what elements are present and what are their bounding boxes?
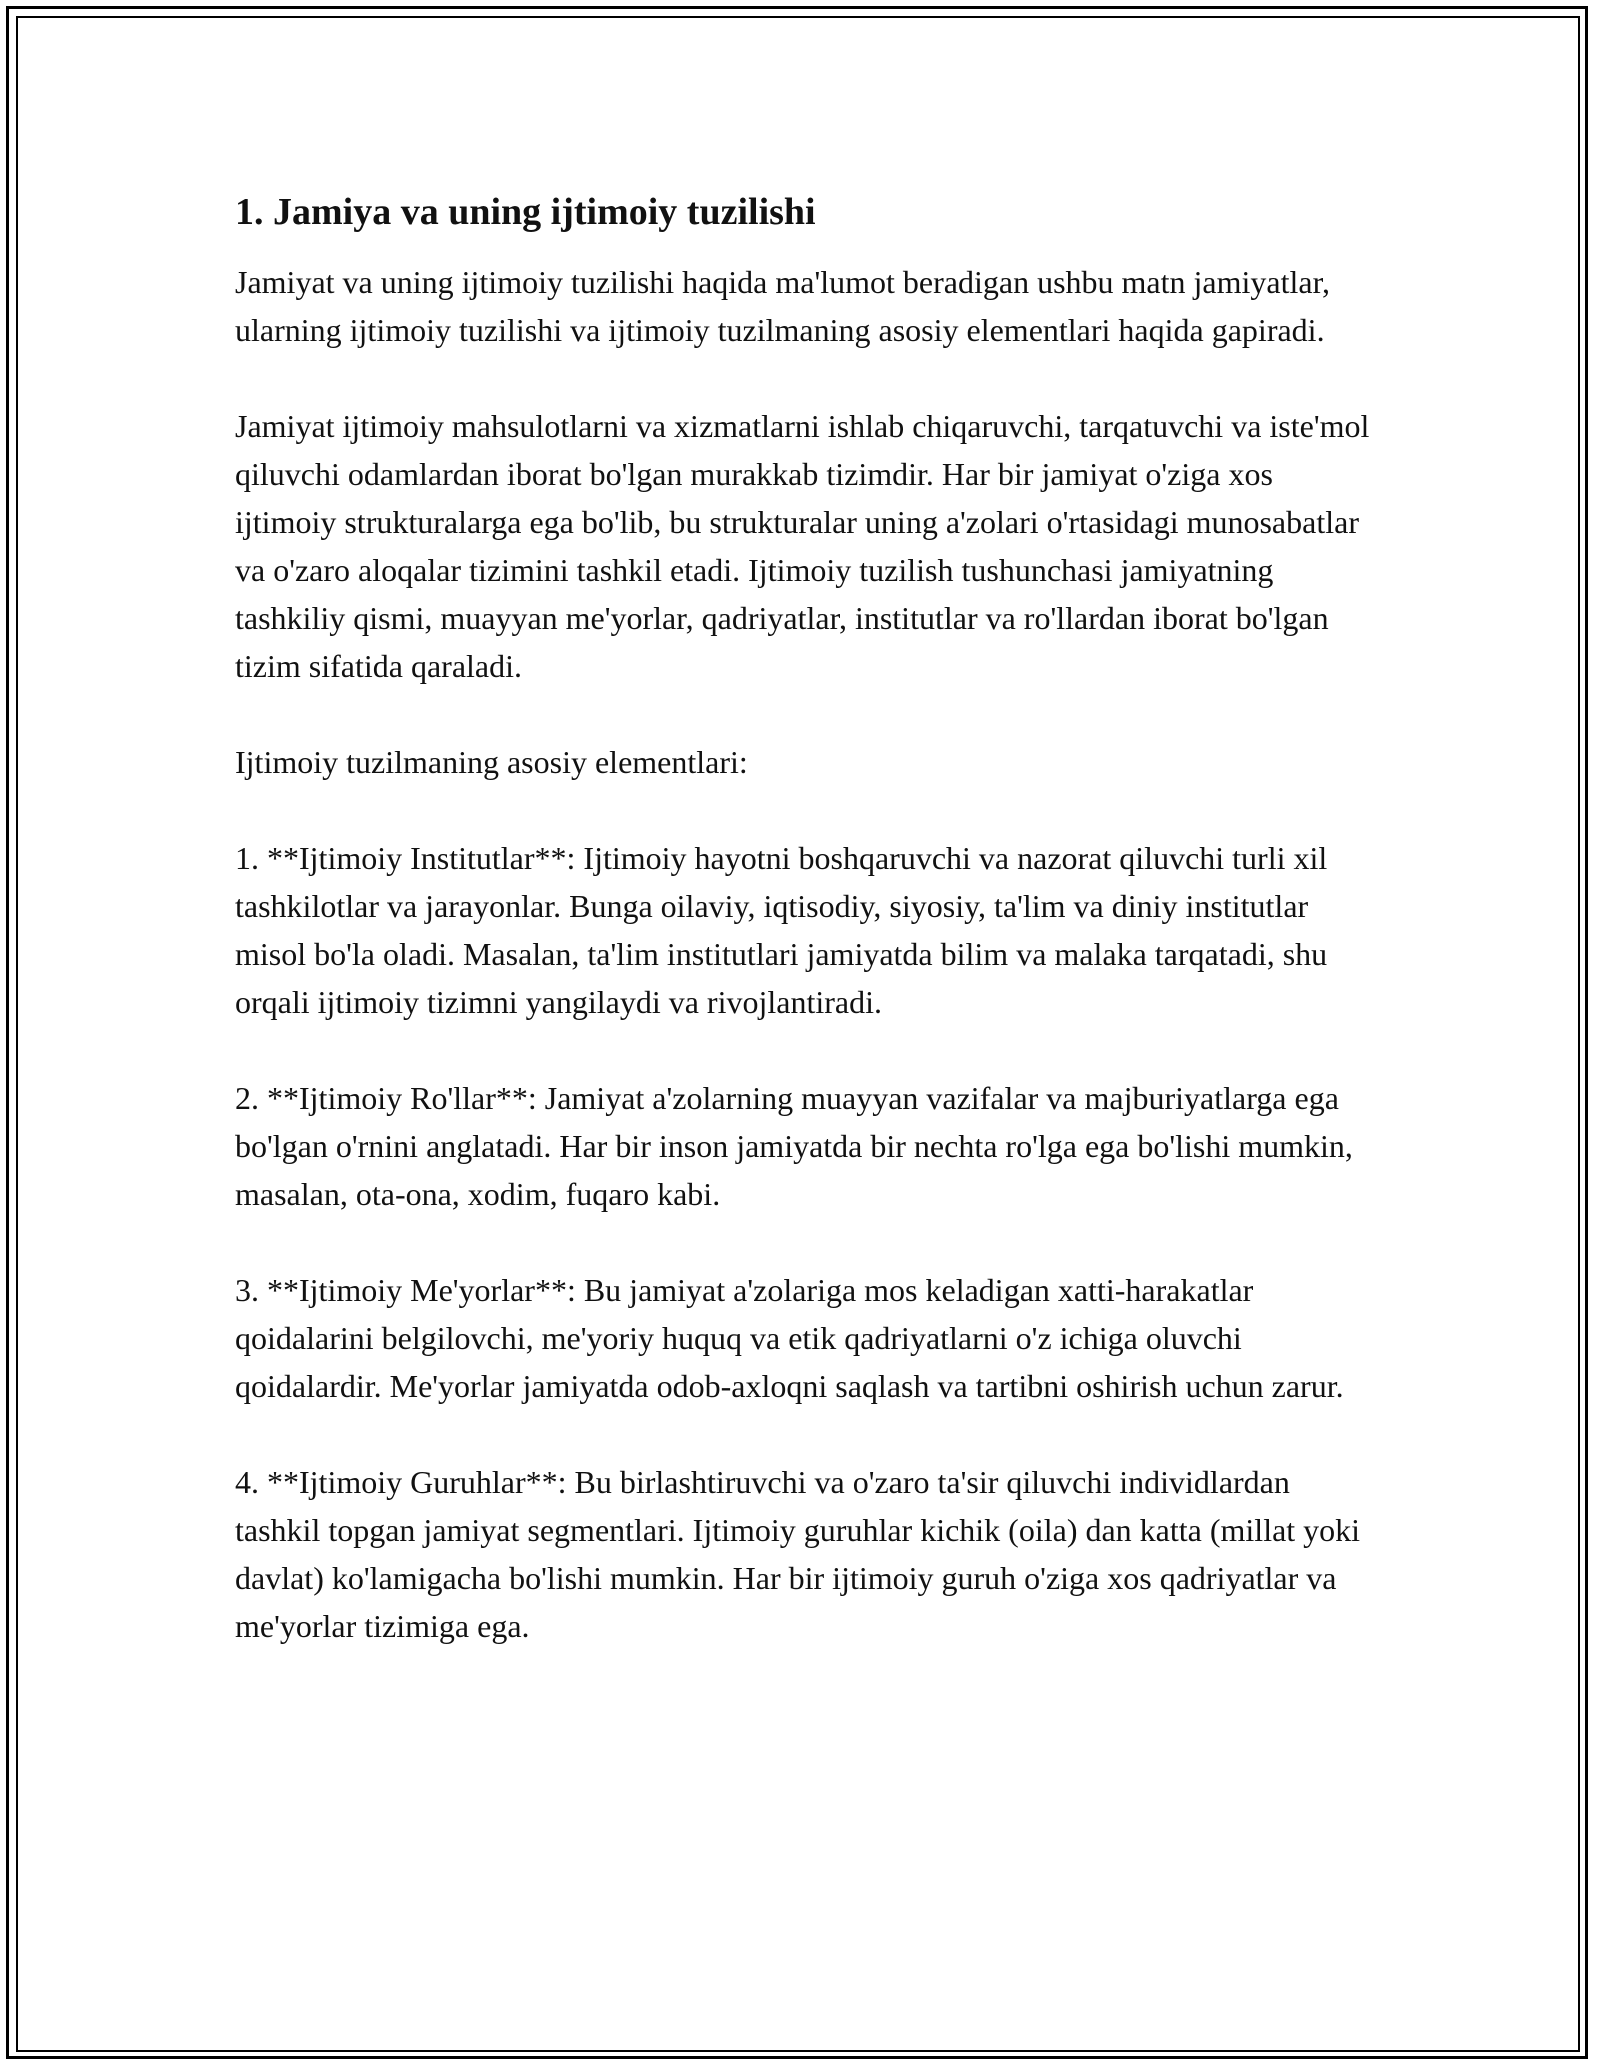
list-item-groups: 4. **Ijtimoiy Guruhlar**: Bu birlashtiruvchi va o'zaro ta'sir qiluvchi individlardan tashkil topgan jamiyat segmentlari. Ijtimoiy guruhlar kichik (oila) dan katta (millat yoki davlat) ko'lamigacha bo'lishi mumkin. Har bir ijtimoiy guruh o'ziga xos qadriyatlar va me'yorlar tizimiga ega.: [235, 1464, 1361, 1644]
elements-heading-paragraph: Ijtimoiy tuzilmaning asosiy elementlari:: [235, 744, 748, 780]
document-body: [235, 188, 1370, 1698]
society-definition-paragraph: Jamiyat ijtimoiy mahsulotlarni va xizmatlarni ishlab chiqaruvchi, tarqatuvchi va iste'mol qiluvchi odamlardan iborat bo'lgan murakkab tizimdir. Har bir jamiyat o'ziga xos ijtimoiy strukturalarga ega bo'lib, bu strukturalar uning a'zolari o'rtasidagi munosabatlar va o'zaro aloqalar tizimini tashkil etadi. Ijtimoiy tuzilish tushunchasi jamiyatning tashkiliy qismi, muayyan me'yorlar, qadriyatlar, institutlar va ro'llardan iborat bo'lgan tizim sifatida qaraladi.: [235, 408, 1370, 684]
list-item-norms: 3. **Ijtimoiy Me'yorlar**: Bu jamiyat a'zolariga mos keladigan xatti-harakatlar qoidalarini belgilovchi, me'yoriy huquq va etik qadriyatlarni o'z ichiga oluvchi qoidalardir. Me'yorlar jamiyatda odob-axloqni saqlash va tartibni oshirish uchun zarur.: [235, 1272, 1344, 1404]
intro-paragraph: Jamiyat va uning ijtimoiy tuzilishi haqida ma'lumot beradigan ushbu matn jamiyatlar, ularning ijtimoiy tuzilishi va ijtimoiy tuzilmaning asosiy elementlari haqida gapiradi.: [235, 264, 1330, 348]
list-item-roles: 2. **Ijtimoiy Ro'llar**: Jamiyat a'zolarning muayyan vazifalar va majburiyatlarga ega bo'lgan o'rnini anglatadi. Har bir inson jamiyatda bir nechta ro'lga ega bo'lishi mumkin, masalan, ota-ona, xodim, fuqaro kabi.: [235, 1080, 1353, 1212]
list-item-institutions: 1. **Ijtimoiy Institutlar**: Ijtimoiy hayotni boshqaruvchi va nazorat qiluvchi turli xil tashkilotlar va jarayonlar. Bunga oilaviy, iqtisodiy, siyosiy, ta'lim va diniy institutlar misol bo'la oladi. Masalan, ta'lim institutlari jamiyatda bilim va malaka tarqatadi, shu orqali ijtimoiy tizimni yangilaydi va rivojlantiradi.: [235, 840, 1328, 1020]
document-title: 1. Jamiya va uning ijtimoiy tuzilishi: [235, 191, 816, 233]
